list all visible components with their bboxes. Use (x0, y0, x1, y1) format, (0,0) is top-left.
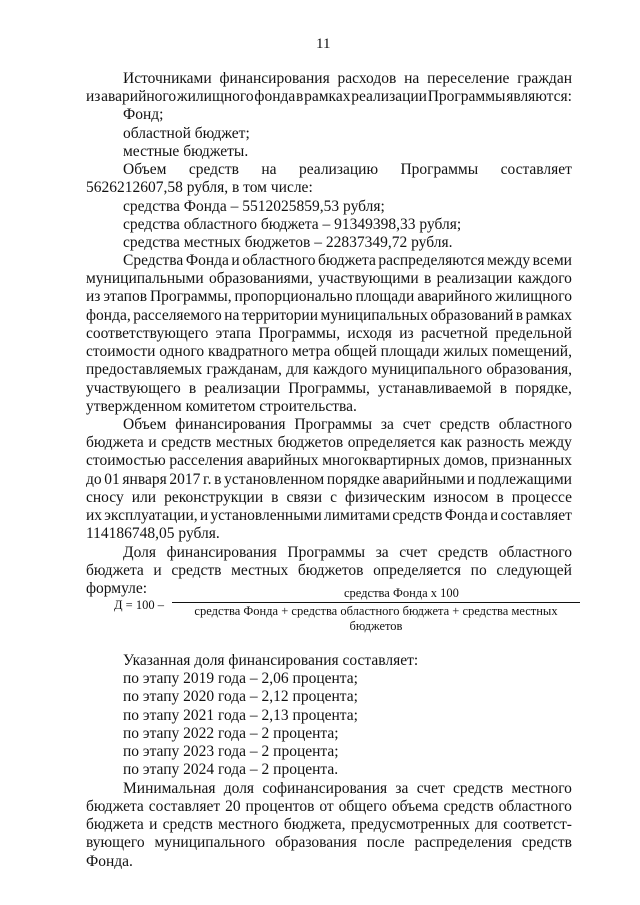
text-line: по этапу 2019 года – 2,06 процента; (123, 670, 358, 687)
text-line: Минимальная доля софинансирования за счет средств местного (123, 780, 572, 797)
text-line: стоимостью расселения аварийных многоквартирных домов, признанных (86, 452, 572, 469)
text-line: 114186748,05 рубля. (86, 525, 220, 542)
text-line: из этапов Программы, пропорционально площади аварийного жилищного (86, 288, 572, 305)
text-line: областной бюджет; (123, 125, 250, 142)
text-line: 5626212607,58 рубля, в том числе: (86, 179, 313, 196)
text-line: по этапу 2023 года – 2 процента; (123, 743, 339, 760)
text-line: по этапу 2022 года – 2 процента; (123, 725, 339, 742)
text-line: Фонд; (123, 106, 164, 123)
text-line: Указанная доля финансирования составляет: (123, 652, 419, 669)
text-line: муниципальными образованиями, участвующими в реализации каждого (86, 270, 572, 287)
fraction-bar (172, 602, 580, 603)
text-line: бюджета составляет 20 процентов от общего объема средств областного (86, 798, 572, 815)
page-number: 11 (316, 36, 331, 52)
text-line: фонда, расселяемого на территории муниципальных образований в рамках (86, 307, 572, 324)
text-line: средства Фонда – 5512025859,53 рубля; (123, 198, 385, 215)
text-line: бюджета и средств местных бюджетов определяется как разность между (86, 434, 572, 451)
text-line: по этапу 2020 года – 2,12 процента; (123, 688, 358, 705)
formula (114, 586, 584, 633)
text-line: по этапу 2021 года – 2,13 процента; (123, 707, 358, 724)
text-line: Средства Фонда и областного бюджета распределяются между всеми (123, 252, 572, 269)
text-line: формуле: (86, 580, 148, 597)
text-line: до 01 января 2017 г. в установленном порядке аварийными и подлежащими (86, 471, 572, 488)
formula-numerator: средства Фонда х 100 (344, 586, 459, 600)
text-line: бюджета и средств местного бюджета, предусмотренных для соответст- (86, 816, 572, 833)
text-line: средства областного бюджета – 91349398,33 рубля; (123, 216, 462, 233)
text-line: вующего муниципального образования после распределения средств (86, 834, 572, 851)
text-line: утвержденном комитетом строительства. (86, 398, 357, 415)
text-line: Объем финансирования Программы за счет средств областного (123, 416, 572, 433)
text-line: сносу или реконструкции в связи с физическим износом в процессе (86, 489, 572, 506)
text-line: по этапу 2024 года – 2 процента. (123, 761, 339, 778)
text-line: средства местных бюджетов – 22837349,72 рубля. (123, 234, 453, 251)
formula-denominator: средства Фонда + средства областного бюджета + средства местных бюджетов (194, 604, 558, 633)
text-line: участвующего в реализации Программы, устанавливаемой в порядке, (86, 380, 572, 397)
text-line: Доля финансирования Программы за счет средств областного (123, 544, 572, 561)
text-line: Источниками финансирования расходов на переселение граждан (123, 70, 572, 87)
text-line: стоимости одного квадратного метра общей площади жилых помещений, (86, 343, 572, 360)
text-line: их эксплуатации, и установленными лимитами средств Фонда и составляет (86, 507, 572, 524)
text-line: местные бюджеты. (123, 143, 249, 160)
text-line: Фонда. (86, 853, 133, 870)
formula-lhs: Д = 100 – (114, 598, 164, 612)
text-line: Объем средств на реализацию Программы составляет (123, 161, 572, 178)
text-line: предоставляемых гражданам, для каждого муниципального образования, (86, 361, 572, 378)
text-line: соответствующего этапа Программы, исходя из расчетной предельной (86, 325, 572, 342)
text-line: бюджета и средств местных бюджетов определяется по следующей (86, 562, 572, 579)
text-line: из аварийного жилищного фонда в рамках реализации Программы являются: (86, 88, 572, 105)
